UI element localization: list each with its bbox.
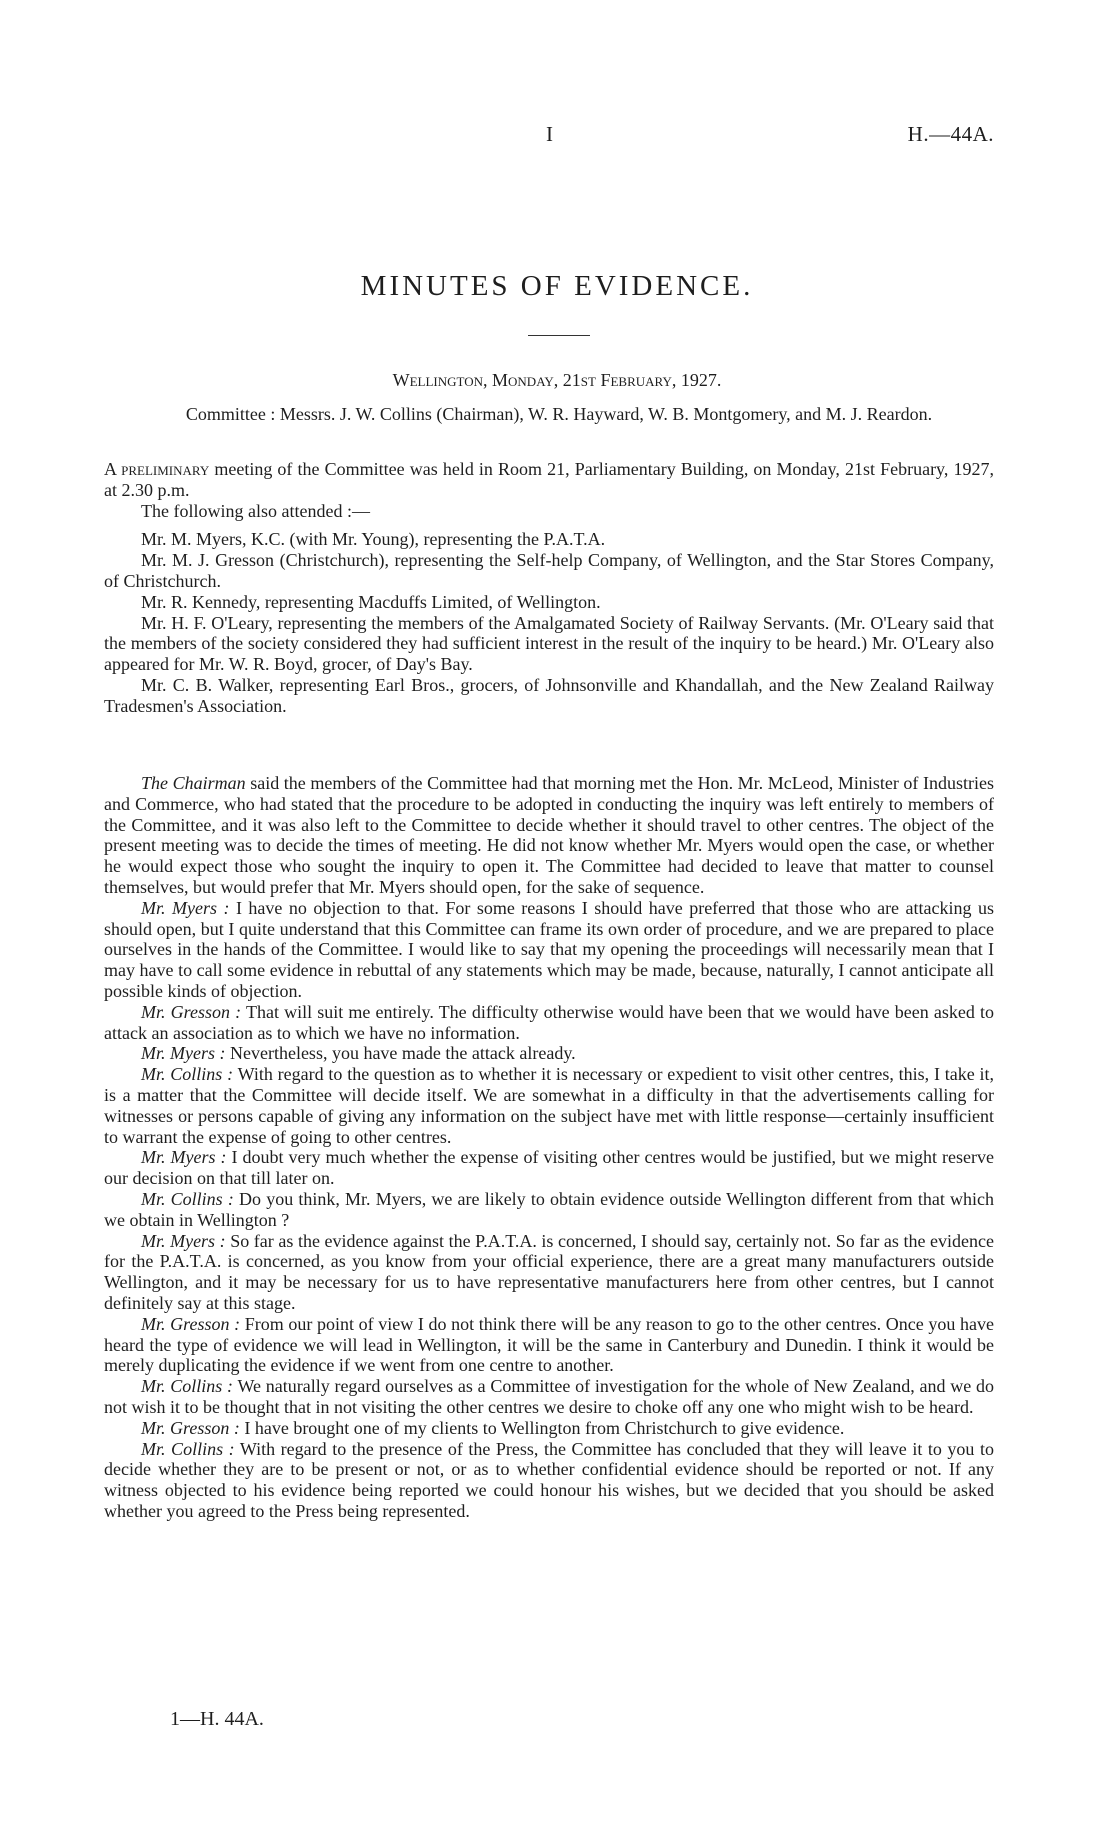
- speaker-name: Mr. Gresson :: [141, 1313, 241, 1334]
- minute-text: That will suit me entirely. The difficulty otherwise would have been that we would have been asked to attack an association as to which we have no information.: [104, 1001, 994, 1043]
- minute-paragraph: [104, 1002, 994, 1044]
- speaker-name: Mr. Collins :: [141, 1188, 234, 1209]
- speaker-name: The Chairman: [141, 773, 246, 793]
- attendee-item: Mr. R. Kennedy, representing Macduffs Limited, of Wellington.: [141, 591, 601, 612]
- speaker-name: Mr. Gresson :: [141, 1001, 242, 1022]
- minute-text: So far as the evidence against the P.A.T.A. is concerned, I should say, certainly not. So far as the evidence for the P.A.T.A. is concerned, as you know from your official experience, there are a great many manufacturers outside Wellington, and it may be necessary for us to have representative manufacturers here from other centres, but I cannot definitely say at this stage.: [104, 1230, 994, 1313]
- speaker-name: Mr. Collins :: [141, 1438, 235, 1459]
- page-title: MINUTES OF EVIDENCE.: [360, 270, 754, 302]
- minute-text: Nevertheless, you have made the attack already.: [225, 1043, 576, 1064]
- minute-text: With regard to the presence of the Press, the Committee has concluded that they will leave it to you to decide whether they are to be present or not, or as to whether confidential evidence should be reported or not. If any witness objected to his evidence being reported we could honour his wishes, but we decided that you should be asked whether you agreed to the Press being represented.: [104, 1438, 994, 1521]
- speaker-name: Mr. Myers :: [141, 1043, 226, 1064]
- intro-section: [104, 459, 994, 717]
- speaker-name: Mr. Myers :: [141, 1147, 227, 1168]
- minute-text: We naturally regard ourselves as a Committee of investigation for the whole of New Zealand, and we do not wish it to be thought that in not visiting the other centres we desire to choke off any one who might wish to be heard.: [104, 1376, 994, 1417]
- attendee-item: Mr. M. J. Gresson (Christchurch), representing the Self-help Company, of Wellington, and the Star Stores Company, of Christchurch.: [104, 550, 994, 591]
- document-reference: H.—44A.: [907, 122, 994, 146]
- attendee-item: Mr. M. Myers, K.C. (with Mr. Young), representing the P.A.T.A.: [141, 529, 606, 550]
- minute-text: I have brought one of my clients to Wellington from Christchurch to give evidence.: [239, 1417, 845, 1438]
- minute-text: I have no objection to that. For some reasons I should have preferred that those who are attacking us should open, but I quite understand that this Committee can frame its own order of procedure, and we are prepared to place ourselves in the hands of the Committee. I would like to say that my opening the proceedings will necessarily mean that I may have to call some evidence in rebuttal of any statements which may be made, because, naturally, I cannot anticipate all possible kinds of objection.: [104, 897, 994, 1001]
- attendee-item: Mr. H. F. O'Leary, representing the members of the Amalgamated Society of Railway Servants. (Mr. O'Leary said that the members of the society considered they had sufficient interest in the result of the inquiry to be heard.) Mr. O'Leary also appeared for Mr. W. R. Boyd, grocer, of Day's Bay.: [104, 612, 994, 675]
- intro-opening-word: A preliminary: [104, 459, 210, 479]
- speaker-name: Mr. Collins :: [141, 1376, 234, 1397]
- minute-paragraph: [104, 1314, 994, 1376]
- minute-paragraph: [104, 1189, 994, 1231]
- speaker-name: Mr. Myers :: [141, 1230, 226, 1251]
- minute-paragraph: [104, 1418, 994, 1439]
- minute-paragraph: [104, 1376, 994, 1418]
- intro-opening-text: meeting of the Committee was held in Room 21, Parliamentary Building, on Monday, 21st February, 1927, at 2.30 p.m.: [104, 459, 994, 500]
- minute-text: Do you think, Mr. Myers, we are likely to obtain evidence outside Wellington different from that which we obtain in Wellington ?: [104, 1188, 994, 1230]
- minute-paragraph: [104, 1064, 994, 1147]
- minute-paragraph: [104, 773, 994, 898]
- speaker-name: Mr. Gresson :: [141, 1417, 240, 1438]
- speaker-name: Mr. Myers :: [141, 897, 230, 918]
- minute-text: From our point of view I do not think there will be any reason to go to the other centres. Once you have heard the type of evidence we will lead in Wellington, it will be the same in Canterbury and Dunedin. I think it would be merely duplicating the evidence if we went from one centre to another.: [104, 1313, 994, 1376]
- attendee-item: Mr. C. B. Walker, representing Earl Bros., grocers, of Johnsonville and Khandallah, and the New Zealand Railway Tradesmen's Association.: [104, 674, 994, 716]
- committee-line: Committee : Messrs. J. W. Collins (Chairman), W. R. Hayward, W. B. Montgomery, and M. J. Reardon.: [185, 404, 933, 424]
- page-number: I: [546, 122, 553, 146]
- intro-paragraph: [104, 459, 994, 501]
- session-date-line: Wellington, Monday, 21st February, 1927.: [392, 370, 722, 390]
- minute-paragraph: [104, 898, 994, 1002]
- minutes-section: [104, 773, 994, 1522]
- minute-text: With regard to the question as to whether it is necessary or expedient to visit other centres, this, I take it, is a matter that the Committee will decide itself. We are somewhat in a difficulty in that the advertisements calling for witnesses or persons capable of giving any information on the subject have met with little response—certainly insufficient to warrant the expense of going to other centres.: [104, 1064, 995, 1147]
- minute-text: I doubt very much whether the expense of visiting other centres would be justified, but we might reserve our decision on that till later on.: [104, 1147, 995, 1189]
- minute-text: said the members of the Committee had that morning met the Hon. Mr. McLeod, Minister of Industries and Commerce, who had stated that the procedure to be adopted in conducting the inquiry was left entirely to members of the Committee, and it was also left to the Committee to decide whether it should travel to other centres. The object of the present meeting was to decide the times of meeting. He did not know whether Mr. Myers would open the case, or whether he would expect those who sought the inquiry to open it. The Committee had decided to leave that matter to counsel themselves, but would prefer that Mr. Myers should open, for the sake of sequence.: [104, 773, 995, 897]
- minute-paragraph: [104, 1043, 994, 1064]
- minute-paragraph: [104, 1231, 994, 1314]
- minute-paragraph: [104, 1439, 994, 1522]
- also-attended-line: The following also attended :—: [141, 500, 370, 521]
- minute-paragraph: [104, 1147, 994, 1189]
- footer-signature: 1—H. 44A.: [170, 1708, 264, 1730]
- speaker-name: Mr. Collins :: [141, 1064, 234, 1085]
- title-divider: [528, 335, 590, 336]
